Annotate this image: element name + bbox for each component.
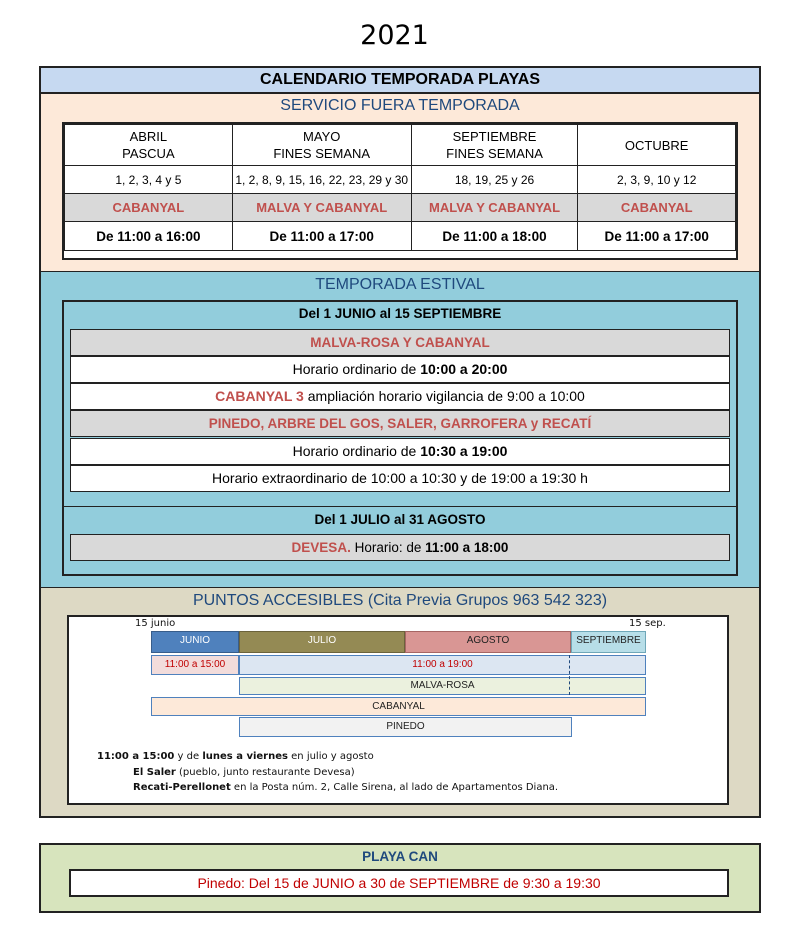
hours-septiembre: De 11:00 a 18:00 (411, 222, 578, 251)
note-recati: Recati-Perellonet en la Posta núm. 2, Calle Sirena, al lado de Apartamentos Diana. (133, 782, 559, 793)
malva-hours-row: Horario ordinario de 10:00 a 20:00 (70, 356, 730, 383)
accessible-timeline (67, 615, 729, 805)
summer-divider (64, 506, 736, 507)
month-septiembre: SEPTIEMBRE FINES SEMANA (411, 125, 578, 166)
dog-beach-section (39, 843, 761, 913)
hours-summer-bar: 11:00 a 19:00 (239, 655, 646, 675)
place-abril: CABANYAL (65, 194, 233, 222)
month-mayo: MAYO FINES SEMANA (232, 125, 411, 166)
main-title: CALENDARIO TEMPORADA PLAYAS (39, 66, 761, 94)
period-june-september: Del 1 JUNIO al 15 SEPTIEMBRE (298, 306, 502, 321)
period-july-august: Del 1 JULIO al 31 AGOSTO (314, 512, 486, 527)
note-saler: El Saler (pueblo, junto restaurante Devesa) (133, 767, 355, 778)
timeline-start-label: 15 junio (135, 618, 176, 629)
timeline-end-label: 15 sep. (629, 618, 666, 629)
south-beaches-header: PINEDO, ARBRE DEL GOS, SALER, GARROFERA y RECATÍ (70, 410, 730, 437)
place-mayo: MALVA Y CABANYAL (232, 194, 411, 222)
hours-mayo: De 11:00 a 17:00 (232, 222, 411, 251)
off-season-title: SERVICIO FUERA TEMPORADA (280, 97, 520, 114)
month-bar-junio: JUNIO (151, 631, 239, 653)
summer-box (62, 300, 738, 576)
south-hours-row: Horario ordinario de 10:30 a 19:00 (70, 438, 730, 465)
month-abril: ABRIL PASCUA (65, 125, 233, 166)
cabanyal-bar: CABANYAL (151, 697, 646, 716)
pinedo-bar: PINEDO (239, 717, 572, 737)
malva-rosa-bar: MALVA-ROSA (239, 677, 646, 695)
dates-septiembre: 18, 19, 25 y 26 (411, 166, 578, 194)
month-octubre: OCTUBRE (578, 125, 736, 166)
dates-mayo: 1, 2, 8, 9, 15, 16, 22, 23, 29 y 30 (232, 166, 411, 194)
dog-beach-title: PLAYA CAN (362, 849, 438, 864)
accessible-title: PUNTOS ACCESIBLES (Cita Previa Grupos 963 542 323) (192, 592, 608, 609)
dates-octubre: 2, 3, 9, 10 y 12 (578, 166, 736, 194)
hours-octubre: De 11:00 a 17:00 (578, 222, 736, 251)
devesa-row: DEVESA. Horario: de 11:00 a 18:00 (70, 534, 730, 561)
malva-cabanyal-header: MALVA-ROSA Y CABANYAL (70, 329, 730, 356)
dates-abril: 1, 2, 3, 4 y 5 (65, 166, 233, 194)
dashed-marker (569, 655, 570, 695)
month-bar-agosto: AGOSTO (405, 631, 571, 653)
place-septiembre: MALVA Y CABANYAL (411, 194, 578, 222)
hours-june-bar: 11:00 a 15:00 (151, 655, 239, 675)
extra-hours-row: Horario extraordinario de 10:00 a 10:30 y de 19:00 a 19:30 h (70, 465, 730, 492)
off-season-table (62, 122, 738, 260)
year-heading: 2021 (360, 20, 429, 51)
hours-abril: De 11:00 a 16:00 (65, 222, 233, 251)
dog-beach-row: Pinedo: Del 15 de JUNIO a 30 de SEPTIEMBRE de 9:30 a 19:30 (69, 869, 729, 897)
summer-title: TEMPORADA ESTIVAL (315, 276, 485, 293)
month-bar-julio: JULIO (239, 631, 405, 653)
note-weekdays: 11:00 a 15:00 y de lunes a viernes en julio y agosto (97, 751, 374, 762)
cabanyal3-row: CABANYAL 3 ampliación horario vigilancia de 9:00 a 10:00 (70, 383, 730, 410)
place-octubre: CABANYAL (578, 194, 736, 222)
month-bar-septiembre: SEPTIEMBRE (571, 631, 646, 653)
